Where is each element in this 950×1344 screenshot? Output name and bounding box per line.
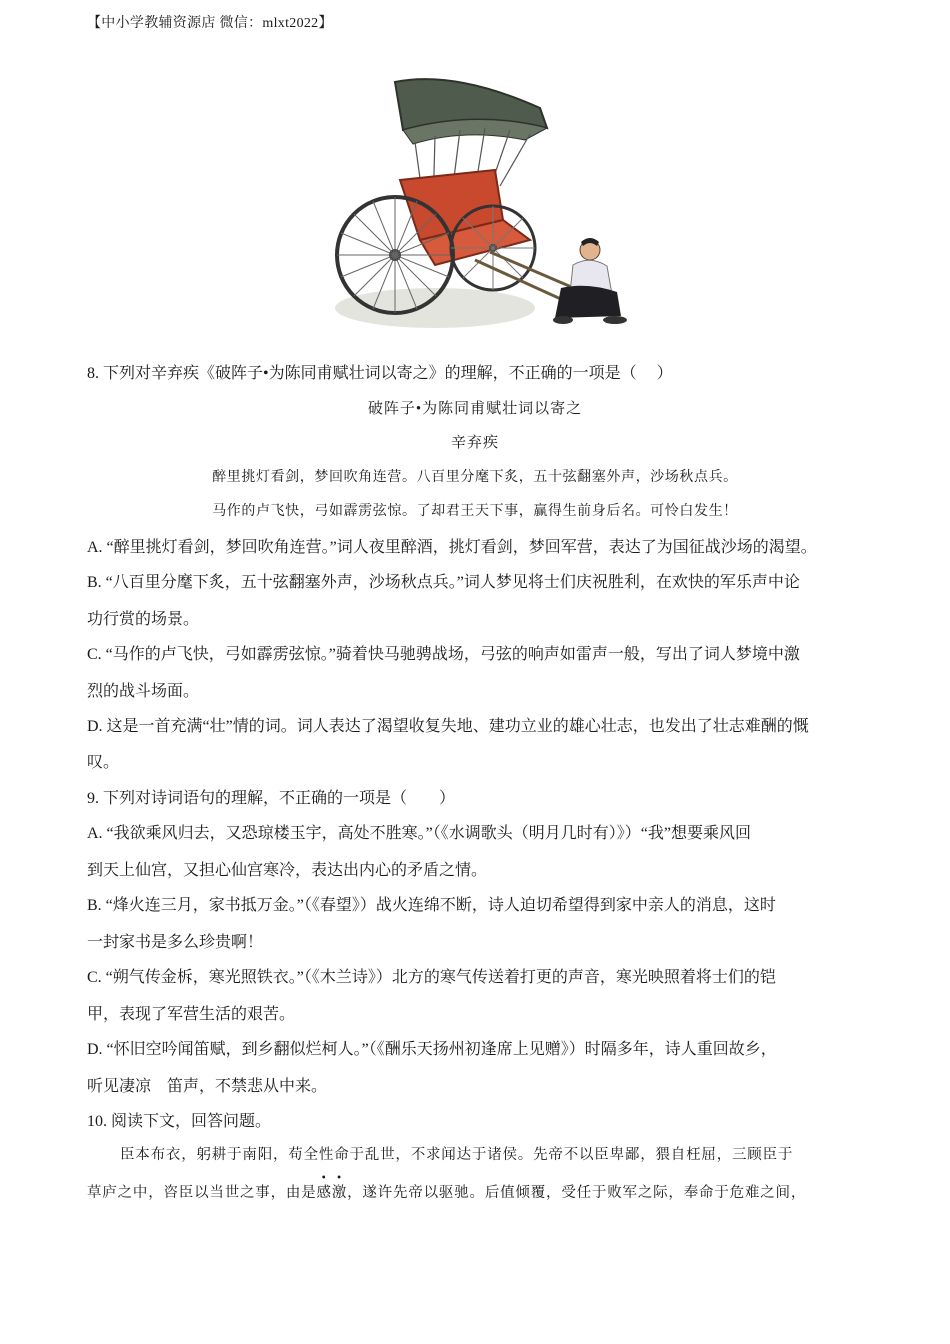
q9-option-c: C. “朔气传金柝，寒光照铁衣。”（《木兰诗》）北方的寒气传送着打更的声音，寒光映照着将士们的铠 [87,969,776,986]
emphasis-char-2: 激 [331,1185,348,1201]
left-wheel [337,197,453,313]
q8-stem: 8. 下列对辛弃疾《破阵子•为陈同甫赋壮词以寄之》的理解，不正确的一项是（ ） [87,365,673,382]
passage-text-a: 草庐之中，咨臣以当世之事，由是 [87,1185,317,1201]
poem-title: 破阵子•为陈同甫赋壮词以寄之 [367,401,583,417]
q8-option-b-cont: 功行赏的场景。 [87,611,200,628]
poem-line-2: 马作的卢飞快，弓如霹雳弦惊。了却君王天下事，赢得生前身后名。可怜白发生！ [212,503,738,519]
page-header: 【中小学教辅资源店 微信：mlxt2022】 [87,16,333,31]
q9-option-c-cont: 甲，表现了军营生活的艰苦。 [87,1006,296,1023]
q8-option-c-cont: 烈的战斗场面。 [87,683,200,700]
passage-line-2 [87,1181,806,1202]
q9-option-a: A. “我欲乘风归去，又恐琼楼玉宇，高处不胜寒。”（《水调歌头（明月几时有）》）“我”想要乘风回 [87,825,751,842]
emphasis-char-1: 感 [316,1185,332,1201]
poem-line-1: 醉里挑灯看剑，梦回吹角连营。八百里分麾下炙，五十弦翻塞外声，沙场秋点兵。 [212,469,738,485]
q9-stem: 9. 下列对诗词语句的理解，不正确的一项是（ ） [87,790,456,807]
q9-option-d-cont: 听见凄凉 笛声，不禁悲从中来。 [87,1078,328,1095]
poem-author: 辛弃疾 [450,435,499,451]
ground-shadow [335,288,535,328]
q10-stem: 10. 阅读下文，回答问题。 [87,1113,272,1130]
q8-option-c: C. “马作的卢飞快，弓如霹雳弦惊。”骑着快马驰骋战场，弓弦的响声如雷声一般，写出了词人梦境中激 [87,646,800,663]
q8-option-b: B. “八百里分麾下炙，五十弦翻塞外声，沙场秋点兵。”词人梦见将士们庆祝胜利，在欢快的军乐声中论 [87,574,800,591]
rickshaw-illustration [325,70,635,345]
q9-option-d: D. “怀旧空吟闻笛赋，到乡翻似烂柯人。”（《酬乐天扬州初逢席上见赠》）时隔多年，诗人重回故乡， [87,1041,777,1058]
q8-option-a: A. “醉里挑灯看剑，梦回吹角连营。”词人夜里醉酒，挑灯看剑，梦回军营，表达了为国征战沙场的渴望。 [87,539,817,556]
q9-option-b-cont: 一封家书是多么珍贵啊！ [87,934,264,951]
right-wheel [451,206,535,290]
q9-option-a-cont: 到天上仙宫，又担心仙宫寒冷，表达出内心的矛盾之情。 [87,862,488,879]
q9-option-b: B. “烽火连三月，家书抵万金。”（《春望》）战火连绵不断，诗人迫切希望得到家中亲人的消息，这时 [87,897,776,914]
passage-text-b: ，遂许先帝以驱驰。后值倾覆，受任于败军之际，奉命于危难之间， [347,1185,807,1201]
q8-option-d: D. 这是一首充满“壮”情的词。词人表达了渴望收复失地、建功立业的雄心壮志，也发出了壮志难酬的慨 [87,718,809,735]
seated-man [553,238,627,324]
passage-line-1: 臣本布衣，躬耕于南阳，苟全性命于乱世，不求闻达于诸侯。先帝不以臣卑鄙，猥自枉屈，三顾臣于 [120,1147,794,1163]
q8-option-d-cont: 叹。 [87,754,120,771]
